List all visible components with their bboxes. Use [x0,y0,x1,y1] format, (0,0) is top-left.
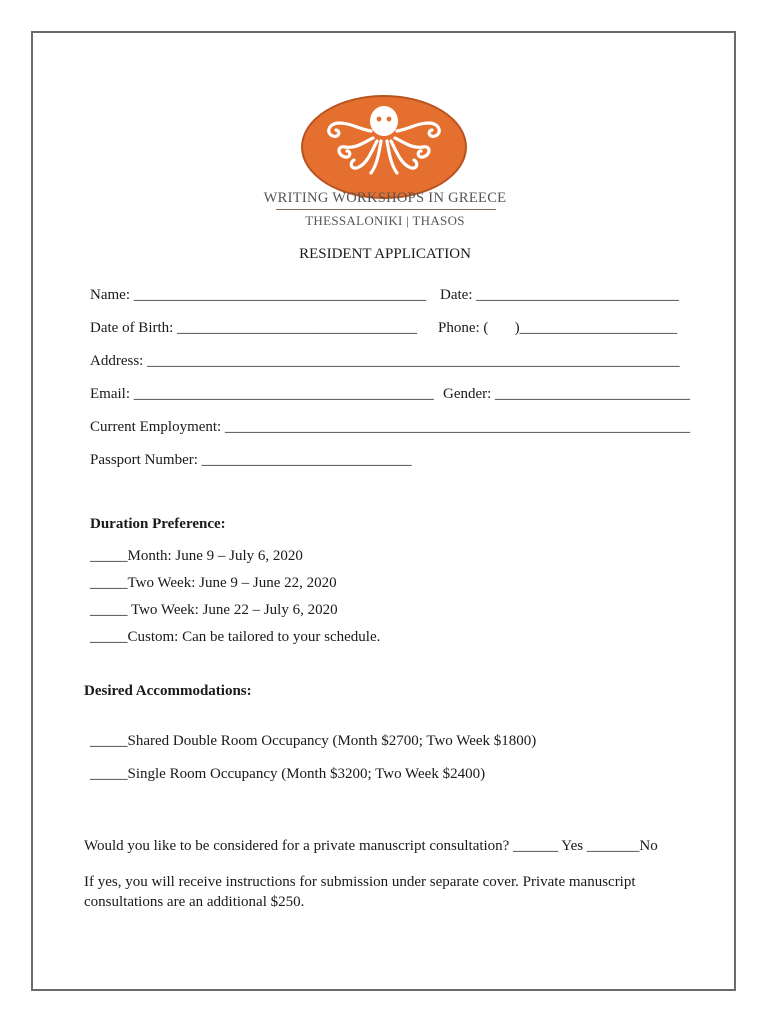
duration-option-two-week-2[interactable]: _____ Two Week: June 22 – July 6, 2020 [90,602,338,618]
accommodation-option-single[interactable]: _____Single Room Occupancy (Month $3200; Two Week $2400) [90,766,486,782]
phone-field[interactable]: Phone: ( )_____________________ [438,320,678,336]
brand-divider [276,209,496,210]
consultation-note: If yes, you will receive instructions for submission under separate cover. Private manuscript consultations are an additional $250. [84,874,636,910]
address-field[interactable]: Address: _______________________________________________________________________ [90,353,680,369]
octopus-logo [299,93,469,201]
gender-field[interactable]: Gender: __________________________ [443,386,691,402]
date-field[interactable]: Date: ___________________________ [440,287,679,303]
brand-name: WRITING WORKSHOPS IN GREECE [263,190,507,206]
form-title: RESIDENT APPLICATION [299,246,471,262]
current-employment-field[interactable]: Current Employment: ______________________________________________________________ [90,419,690,435]
consultation-question[interactable]: Would you like to be considered for a private manuscript consultation? ______ Yes _______No [84,838,658,854]
duration-heading: Duration Preference: [90,516,226,532]
brand-cities: THESSALONIKI | THASOS [305,213,465,228]
name-field[interactable]: Name: _______________________________________ [90,287,427,303]
date-of-birth-field[interactable]: Date of Birth: ________________________________ [90,320,418,336]
duration-option-custom[interactable]: _____Custom: Can be tailored to your schedule. [90,629,381,645]
passport-number-field[interactable]: Passport Number: ____________________________ [90,452,412,468]
duration-option-two-week-1[interactable]: _____Two Week: June 9 – June 22, 2020 [90,575,337,591]
accommodations-heading: Desired Accommodations: [84,683,252,699]
accommodation-option-shared[interactable]: _____Shared Double Room Occupancy (Month $2700; Two Week $1800) [90,733,537,749]
email-field[interactable]: Email: ________________________________________ [90,386,434,402]
duration-option-month[interactable]: _____Month: June 9 – July 6, 2020 [90,548,303,564]
